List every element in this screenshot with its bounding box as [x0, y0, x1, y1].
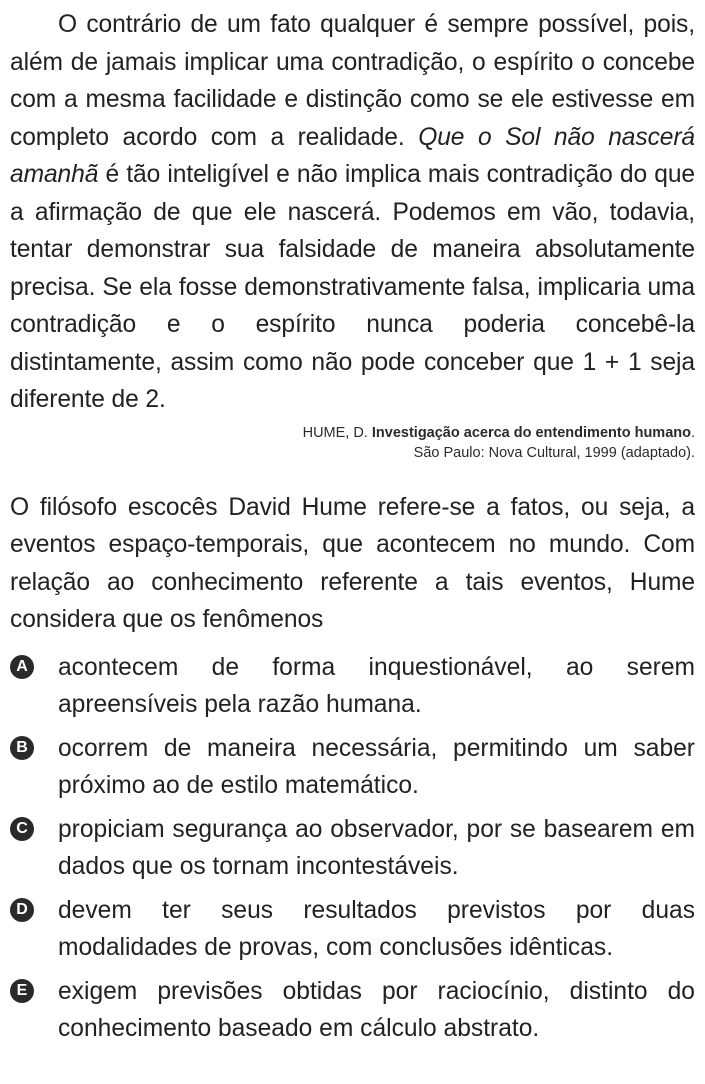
option-b-text: ocorrem de maneira necessária, permitindo um saber próximo ao de estilo matemático. — [58, 734, 695, 799]
option-c-text: propiciam segurança ao observador, por se basearem em dados que os tornam incontestáveis. — [58, 815, 695, 880]
option-d[interactable] — [10, 892, 695, 967]
citation-line-1 — [10, 423, 695, 443]
option-d-badge-icon: D — [10, 898, 34, 922]
citation-author: HUME, D. — [302, 424, 368, 441]
citation — [10, 423, 695, 463]
option-e[interactable] — [10, 973, 695, 1048]
citation-title: Investigação acerca do entendimento humano — [371, 424, 691, 441]
passage-indent — [10, 11, 58, 38]
option-e-badge-icon: E — [10, 979, 34, 1003]
passage-italic-quote: Que o Sol não nascerá amanhã — [10, 123, 696, 188]
option-a-text: acontecem de forma inquestionável, ao serem apreensíveis pela razão humana. — [58, 653, 695, 718]
option-b[interactable] — [10, 730, 695, 805]
citation-publisher: São Paulo: Nova Cultural, 1999 (adaptado). — [413, 444, 695, 461]
citation-title-end: . — [690, 424, 695, 441]
passage-part1: O contrário de um fato qualquer é sempre possível, pois, além de jamais implicar uma contradição, o espírito o concebe com a mesma facilidade e distinção como se ele estivesse em completo acordo com a realidade. — [10, 11, 695, 151]
option-e-text: exigem previsões obtidas por raciocínio, distinto do conhecimento baseado em cálculo abstrato. — [58, 977, 695, 1042]
question-stem: O filósofo escocês David Hume refere-se a fatos, ou seja, a eventos espaço-temporais, que acontecem no mundo. Com relação ao conhecimento referente a tais eventos, Hume considera que os fenômenos — [10, 493, 695, 633]
option-d-text: devem ter seus resultados previstos por duas modalidades de provas, com conclusões idênticas. — [58, 896, 695, 961]
option-a[interactable] — [10, 649, 695, 724]
option-c-badge-icon: C — [10, 817, 34, 841]
passage — [10, 6, 695, 419]
passage-part2: é tão inteligível e não implica mais contradição do que a afirmação de que ele nascerá. Podemos em vão, todavia, tentar demonstrar sua falsidade de maneira absolutamente precisa. Se ela fosse demonstrativamente falsa, implicaria uma contradição e o espírito nunca poderia concebê-la distintamente, assim como não pode conceber que 1 + 1 seja diferente de 2. — [10, 161, 696, 413]
option-b-badge-icon: B — [10, 736, 34, 760]
question-page — [0, 6, 705, 1084]
answer-options — [10, 649, 695, 1048]
option-a-badge-icon: A — [10, 655, 34, 679]
option-c[interactable] — [10, 811, 695, 886]
